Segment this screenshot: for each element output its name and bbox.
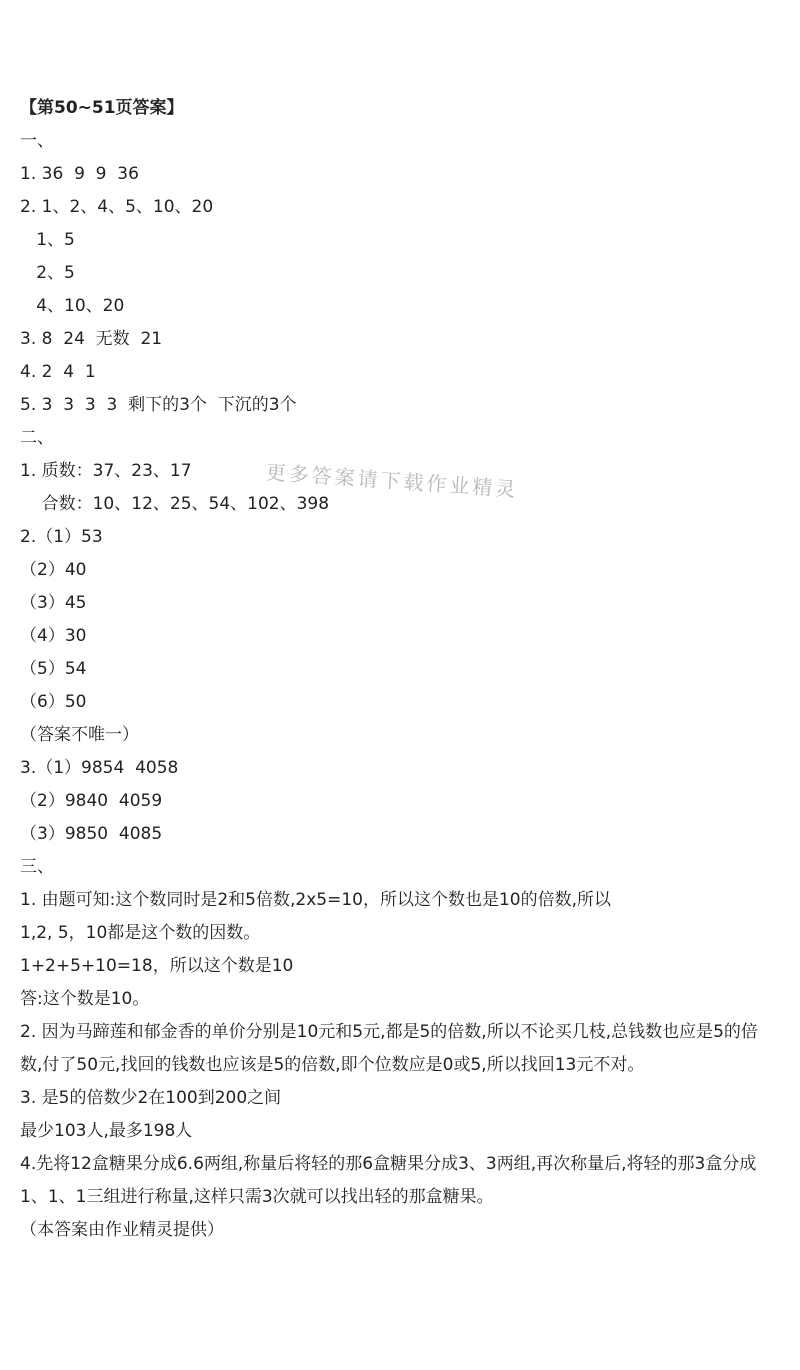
answer-line: 三、 <box>20 857 54 877</box>
watermark: 更多答案请下载作业精灵 <box>265 460 520 502</box>
answers-part-1 <box>20 125 780 1016</box>
answer-line: 1+2+5+10=18，所以这个数是10 <box>20 956 294 976</box>
answer-document <box>20 92 780 1247</box>
answer-line: （3）45 <box>20 593 87 613</box>
answer-line: 3. 是5的倍数少2在100到200之间 <box>20 1088 282 1108</box>
answer-line: 1. 36 9 9 36 <box>20 164 139 184</box>
answer-line: 4. 2 4 1 <box>20 362 96 382</box>
answer-line: 1. 由题可知:这个数同时是2和5倍数,2x5=10，所以这个数也是10的倍数,所以 <box>20 890 611 910</box>
answer-line: 5. 3 3 3 3 剩下的3个 下沉的3个 <box>20 395 297 415</box>
answer-line: 1,2, 5，10都是这个数的因数。 <box>20 923 261 943</box>
answer-line: 二、 <box>20 428 54 448</box>
answer-line: （4）30 <box>20 626 87 646</box>
answer-line: 1、5 <box>20 230 75 250</box>
answer-line: 最少103人,最多198人 <box>20 1121 193 1141</box>
answer-paragraph-3-4: 4.先将12盒糖果分成6.6两组,称量后将轻的那6盒糖果分成3、3两组,再次称量后,将轻的那3盒分成1、1、1三组进行称量,这样只需3次就可以找出轻的那盒糖果。 <box>20 1154 757 1207</box>
page-title: 【第50~51页答案】 <box>20 98 184 118</box>
answer-line: 一、 <box>20 131 54 151</box>
answer-line: 2.（1）53 <box>20 527 103 547</box>
answer-line: （答案不唯一） <box>20 725 139 745</box>
answer-line: 答:这个数是10。 <box>20 989 150 1009</box>
answer-line: 3. 8 24 无数 21 <box>20 329 163 349</box>
answer-line: （6）50 <box>20 692 87 712</box>
answers-part-2 <box>20 1082 780 1148</box>
answer-line: （3）9850 4085 <box>20 824 163 844</box>
answer-line: 2、5 <box>20 263 75 283</box>
answer-line: （5）54 <box>20 659 87 679</box>
answer-line: （2）40 <box>20 560 87 580</box>
answer-line: 3.（1）9854 4058 <box>20 758 179 778</box>
answer-line: 合数：10、12、25、54、102、398 <box>20 494 330 514</box>
answer-paragraph-3-2: 2. 因为马蹄莲和郁金香的单价分别是10元和5元,都是5的倍数,所以不论买几枝,总钱数也应是5的倍数,付了50元,找回的钱数也应该是5的倍数,即个位数应是0或5,所以找回13元不对。 <box>20 1022 758 1075</box>
answer-line: （2）9840 4059 <box>20 791 163 811</box>
answer-line: 4、10、20 <box>20 296 125 316</box>
footer-note: （本答案由作业精灵提供） <box>20 1220 224 1240</box>
answer-line: 2. 1、2、4、5、10、20 <box>20 197 214 217</box>
answer-line: 1. 质数：37、23、17 <box>20 461 192 481</box>
